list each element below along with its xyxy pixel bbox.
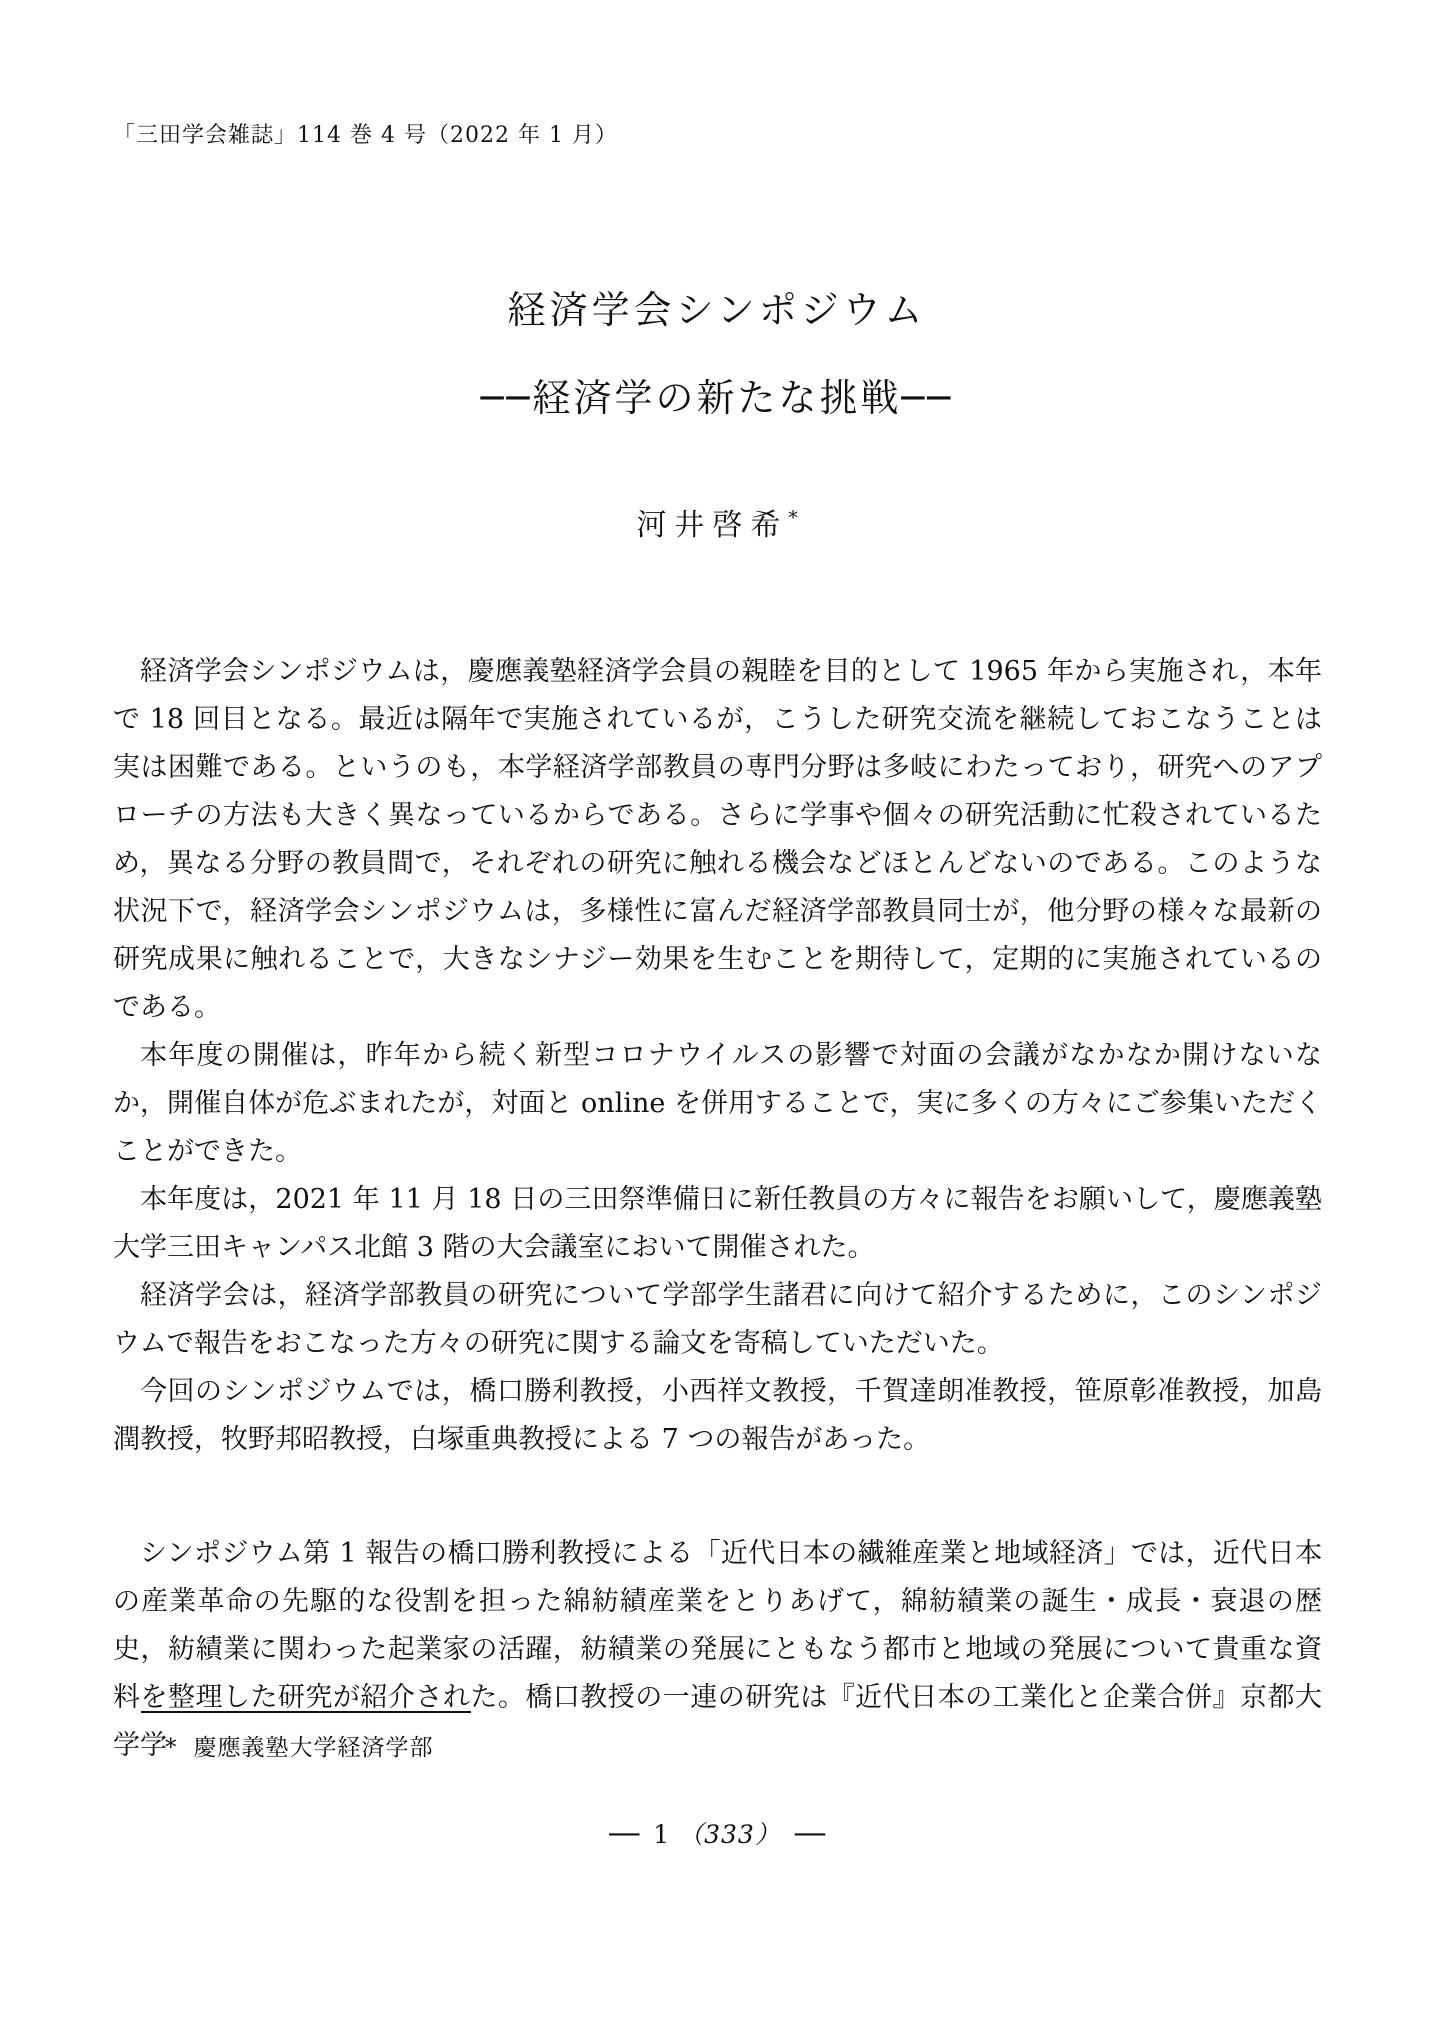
footnote [113,1729,1322,1762]
footer-dash-right: ── [794,1820,825,1849]
article-body [113,648,1322,1770]
volume-page-number: （333） [678,1820,781,1849]
author-footnote-mark: * [788,508,798,529]
paragraph: 本年度の開催は，昨年から続く新型コロナウイルスの影響で対面の会議がなかなか開けないなか，開催自体が危ぶまれたが，対面と online を併用することで，実に多くの方々にご参集いただくことができた。 [113,1040,1322,1167]
article-subtitle: ──経済学の新たな挑戦── [480,376,954,420]
paragraph: 経済学会シンポジウムは，慶應義塾経済学会員の親睦を目的として 1965 年から実施され，本年で 18 回目となる。最近は隔年で実施されているが，こうした研究交流を継続しておこなうことは実は困難である。というのも，本学経済学部教員の専門分野は多岐にわたっており，研究へのアプローチの方法も大きく異なっているからである。さらに学事や個々の研究活動に忙殺されているため，異なる分野の教員間で，それぞれの研究に触れる機会などほとんどないのである。このような状況下で，経済学会シンポジウムは，多様性に富んだ経済学部教員同士が，他分野の様々な最新の研究成果に触れることで，大きなシナジー効果を生むことを期待して，定期的に実施されているのである。 [113,656,1322,1023]
page-footer [0,1815,1434,1851]
footnote-mark: * [165,1735,178,1761]
footnote-separator [141,1711,471,1713]
author-line [0,500,1434,544]
article-title: 経済学会シンポジウム [507,288,927,332]
paragraph: 今回のシンポジウムでは，橋口勝利教授，小西祥文教授，千賀達朗准教授，笹原彰准教授，加島潤教授，牧野邦昭教授，白塚重典教授による 7 つの報告があった。 [113,1376,1322,1455]
title-block [0,288,1434,420]
paragraph: 経済学会は，経済学部教員の研究について学部学生諸君に向けて紹介するために，このシンポジウムで報告をおこなった方々の研究に関する論文を寄稿していただいた。 [113,1280,1322,1359]
footer-dash-left: ── [609,1820,640,1849]
author-name: 河井啓希 [636,508,789,543]
journal-header: 「三田学会雑誌」114 巻 4 号（2022 年 1 月） [113,123,618,148]
footnote-affiliation: 慶應義塾大学経済学部 [193,1735,434,1761]
page-number: 1 [653,1820,671,1849]
footnote-block [113,1703,1322,1762]
paragraph: 本年度は，2021 年 11 月 18 日の三田祭準備日に新任教員の方々に報告をお願いして，慶應義塾大学三田キャンパス北館 3 階の大会議室において開催された。 [113,1184,1322,1263]
paragraph: シンポジウム第 1 報告の橋口勝利教授による「近代日本の繊維産業と地域経済」では，近代日本の産業革命の先駆的な役割を担った綿紡績産業をとりあげて，綿紡績業の誕生・成長・衰退の歴史，紡績業に関わった起業家の活躍，紡績業の発展にともなう都市と地域の発展について貴重な資料を整理した研究が紹介された。橋口教授の一連の研究は『近代日本の工業化と企業合併』京都大学学 [113,1538,1322,1761]
